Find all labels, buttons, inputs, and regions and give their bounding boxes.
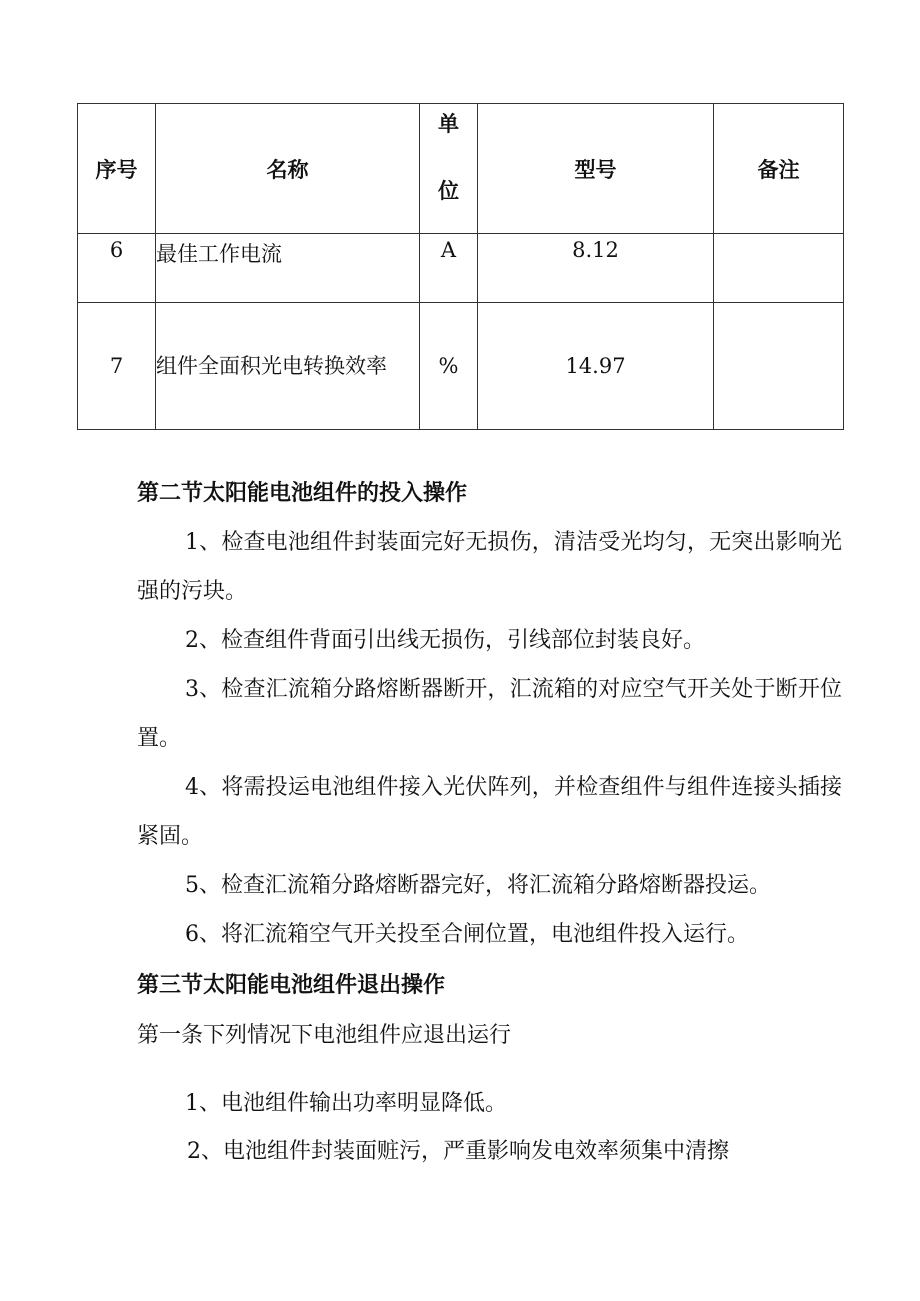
cell-unit: A [420,234,478,303]
section-2-heading: 第二节太阳能电池组件的投入操作 [137,481,468,506]
cell-name: 最佳工作电流 [156,234,420,303]
header-unit [420,104,478,234]
cell-name: 组件全面积光电转换效率 [156,303,420,430]
spec-table [77,103,844,430]
table-header-row [78,104,844,234]
cell-remark [714,303,844,430]
header-remark: 备注 [714,104,844,234]
table-row [78,303,844,430]
cell-remark [714,234,844,303]
cell-index: 6 [78,234,156,303]
section-3-item-1: 1、电池组件输出功率明显降低。 [185,1091,507,1116]
header-name: 名称 [156,104,420,234]
section-2-item-1: 1、检查电池组件封装面完好无损伤，清洁受光均匀，无突出影响光强的污块。 [137,530,842,604]
section-3-heading: 第三节太阳能电池组件退出操作 [137,973,446,998]
section-2-item-6: 6、将汇流箱空气开关投至合闸位置，电池组件投入运行。 [185,922,749,947]
section-3-article: 第一条下列情况下电池组件应退出运行 [137,1023,512,1048]
header-unit-bottom: 位 [438,179,459,203]
section-2-item-3: 3、检查汇流箱分路熔断器断开，汇流箱的对应空气开关处于断开位置。 [137,677,842,751]
table-row [78,234,844,303]
section-2-item-2: 2、检查组件背面引出线无损伤，引线部位封装良好。 [185,628,705,653]
header-unit-top: 单 [438,112,459,136]
cell-index: 7 [78,303,156,430]
section-3-item-2: 2、电池组件封装面赃污，严重影响发电效率须集中清擦 [187,1139,729,1164]
cell-unit: % [420,303,478,430]
header-index: 序号 [78,104,156,234]
cell-model: 14.97 [478,303,714,430]
cell-model: 8.12 [478,234,714,303]
section-2-item-4: 4、将需投运电池组件接入光伏阵列，并检查组件与组件连接头插接紧固。 [137,775,842,849]
header-model: 型号 [478,104,714,234]
section-2-item-5: 5、检查汇流箱分路熔断器完好，将汇流箱分路熔断器投运。 [185,873,771,898]
